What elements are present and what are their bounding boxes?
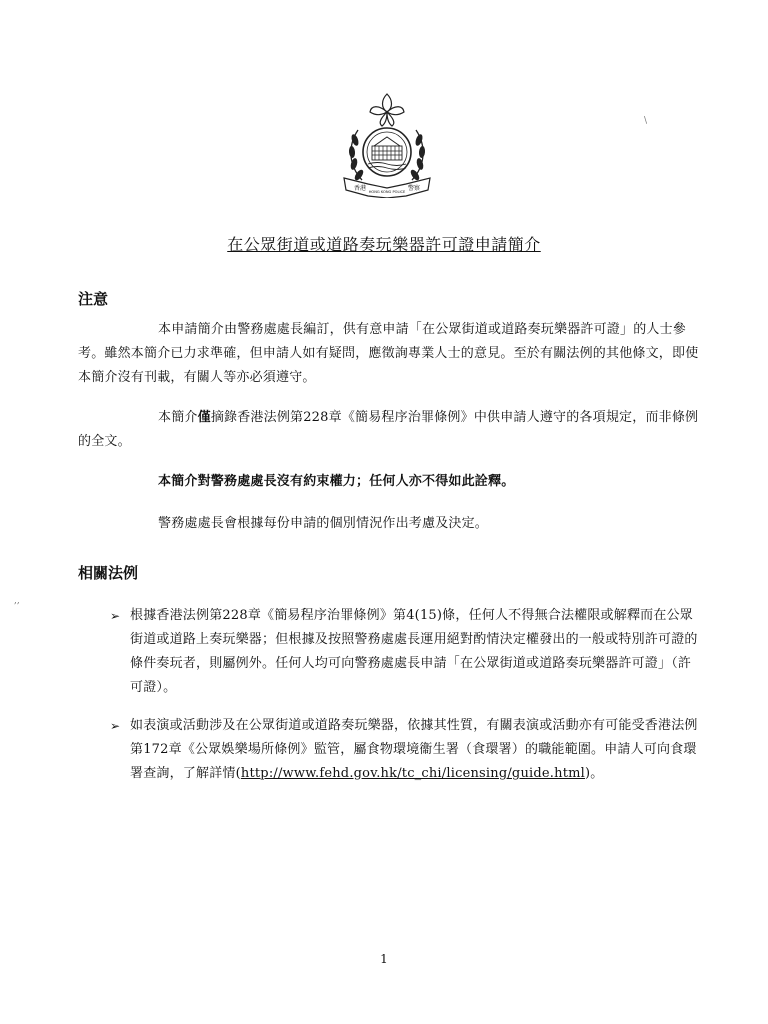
- notice-paragraph-4: [78, 512, 700, 536]
- fehd-guide-link[interactable]: http://www.fehd.gov.hk/tc_chi/licensing/guide.html: [240, 766, 586, 781]
- notice-paragraph-1-text: 本申請簡介由警務處處長編訂，供有意申請「在公眾街道或道路奏玩樂器許可證」的人士參考。雖然本簡介已力求準確，但申請人如有疑問，應徵詢專業人士的意見。至於有關法例的其他條文，即使本簡介沒有刊載，有關人等亦必須遵守。: [78, 322, 699, 385]
- notice-heading: 注意: [78, 290, 109, 308]
- notice-paragraph-2-rest: 摘錄香港法例第228章《簡易程序治罪條例》中供申請人遵守的各項規定，而非條例的全文。: [78, 410, 699, 449]
- notice-paragraph-3: [78, 470, 700, 494]
- legislation-item-2-text: [130, 714, 700, 786]
- notice-paragraph-2-emphasis: 僅: [197, 410, 211, 425]
- notice-paragraph-3-text: 本簡介對警務處處長沒有約束權力；任何人亦不得如此詮釋。: [158, 474, 515, 489]
- legislation-item-1: [110, 604, 700, 700]
- legislation-item-2-tail: )。: [585, 766, 604, 781]
- emblem-text-center: HONG KONG POLICE: [368, 190, 406, 194]
- scan-mark-left: ,,: [14, 596, 20, 606]
- document-title: 在公眾街道或道路奏玩樂器許可證申請簡介: [227, 235, 541, 254]
- notice-paragraph-2-lead: 本簡介: [158, 410, 198, 425]
- legislation-item-2: [110, 714, 700, 786]
- emblem-text-left: 香港: [354, 185, 367, 192]
- legislation-heading: 相關法例: [78, 564, 139, 582]
- emblem-text-right: 警察: [408, 185, 421, 192]
- scan-mark-top-right: \: [644, 116, 648, 126]
- legislation-item-1-text: 根據香港法例第228章《簡易程序治罪條例》第4(15)條，任何人不得無合法權限或解釋而在公眾街道或道路上奏玩樂器；但根據及按照警務處處長運用絕對酌情決定權發出的一般或特別許可證的條件奏玩者，則屬例外。任何人均可向警務處處長申請「在公眾街道或道路奏玩樂器許可證」（許可證）。: [130, 608, 698, 695]
- arrow-bullet-icon: ➢: [110, 719, 121, 733]
- legislation-item-2-lead: 如表演或活動涉及在公眾街道或道路奏玩樂器，依據其性質，有關表演或活動亦有可能受香港法例第172章《公眾娛樂場所條例》監管，屬食物環境衞生署（食環署）的職能範圍。申請人可向食環署查詢，了解詳情(: [130, 718, 698, 781]
- notice-paragraph-1: [78, 318, 700, 390]
- notice-paragraph-4-text: 警務處處長會根據每份申請的個別情況作出考慮及決定。: [158, 516, 489, 531]
- notice-paragraph-2: [78, 406, 700, 454]
- police-emblem-logo: [338, 90, 436, 198]
- arrow-bullet-icon: ➢: [110, 609, 121, 623]
- page-number: 1: [380, 952, 388, 966]
